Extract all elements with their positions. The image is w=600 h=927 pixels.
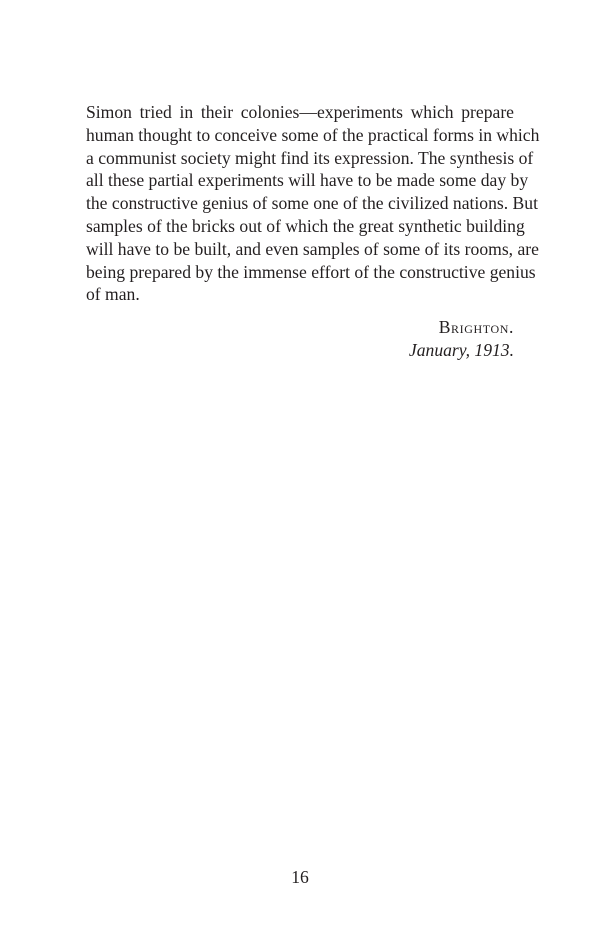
signoff-place: Brighton. xyxy=(438,317,514,337)
body-paragraph xyxy=(86,101,540,306)
paragraph-line: all these partial experiments will have to be made some day by xyxy=(86,170,529,191)
paragraph-line: of man. xyxy=(86,284,140,305)
signoff xyxy=(409,316,514,362)
paragraph-line: being prepared by the immense effort of the constructive genius xyxy=(86,261,536,282)
paragraph-line: will have to be built, and even samples of some of its rooms, are xyxy=(86,238,539,259)
paragraph-line: human thought to conceive some of the practical forms in which xyxy=(86,124,540,145)
paragraph-line: Simon tried in their colonies—experiments which prepare xyxy=(86,102,514,122)
paragraph-line: a communist society might find its expression. The synthesis of xyxy=(86,147,534,168)
paragraph-line: the constructive genius of some one of the civilized nations. But xyxy=(86,193,538,214)
signoff-date: January, 1913. xyxy=(408,340,514,360)
page-number: 16 xyxy=(291,867,309,887)
paragraph-line: samples of the bricks out of which the great synthetic building xyxy=(86,215,525,236)
